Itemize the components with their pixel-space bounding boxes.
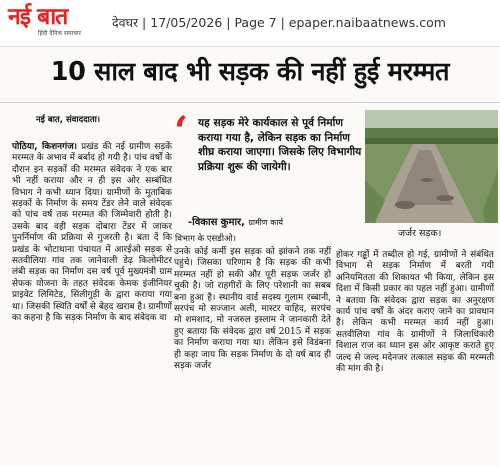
dateline: नई बात, संवाददाता। xyxy=(36,115,101,125)
divider xyxy=(0,102,500,103)
road-photo-image xyxy=(365,110,498,223)
signature-department: विभाग के एसडीओ। xyxy=(175,234,236,244)
quote-mark-icon: ‘ xyxy=(174,108,188,155)
quote-text: यह सड़क मेरे कार्यकाल से पूर्व निर्माण कराया गया है, लेकिन सड़क का निर्माण शीघ्र कराया जाएगा। जिसके लिए विभागीय प्रक्रिया शुरू की जायेगी। xyxy=(198,117,362,173)
article-headline: 10 साल बाद भी सड़क की नहीं हुई मरम्मत xyxy=(50,57,450,87)
quote-signature xyxy=(188,214,368,228)
newspaper-logo[interactable] xyxy=(8,4,103,40)
road-photo xyxy=(365,110,498,223)
column-3-text: होकर गड्ढों में तब्दील हो गई, ग्रामीणों ने संबंधित विभाग से सड़क निर्माण में बरती गयी अनियमितता की शिकायत भी किया, लेकिन इस दिशा में किसी प्रकार का पहल नहीं हुआ। ग्रामीणों ने बताया कि संवेदक द्वारा सड़क का अनुरक्षण कार्य पांच वर्षों के अंदर कराए जाने का प्रावधान है। लेकिन कभी मरम्मत कार्य नहीं हुआ। सतवीलिया गांव के ग्रामीणों ने जिलाधिकारी विशाल राज का ध्यान इस ओर आकृष्ट कराते हुए जल्द से जल्द मदेनजर तत्काल सड़क की मरम्मती की मांग की है। xyxy=(336,250,494,375)
column-1-text: प्रखंड की नई ग्रामीण सड़कें मरम्मत के अभाव में बर्बाद हो गयी है। पांच वर्षों के दौरान इन सड़कों की मरम्मत संवेदक ने एक बार भी नहीं कराया और न ही इस ओर सम्बंधित विभाग ने कभी ध्यान दिया। ग्रामीणों के मुताबिक सड़कों के निर्माण के समय टेंडर लेने वाले संवेदक को पांच वर्ष तक मरम्मत की जिम्मेवारी होती है। उसके बाद वही सड़क दोबारा टेंडर में जाकर पुनर्निर्माण की प्रक्रिया से गुजरती है। बता दें कि प्रखंड के भोटाथाना पंचायत में आरईओ सड़क से सतवीलिया गांव तक जानेवाली डेढ़ किलोमीटर लंबी सड़क का निर्माण दस वर्ष पूर्व मुख्यमंत्री ग्राम सेफक योजना के तहत संवेदक केमक इंजीनियर प्राइवेट लिमिटेड, सिलीगुड़ी के द्वारा कराया गया था। जिसकी स्थिति वर्षों से बेहद खराब है। ग्रामीणों का कहना है कि सड़क निर्माण के बाद संवेदक वा xyxy=(12,142,172,324)
masthead xyxy=(0,0,500,47)
signature-name: -विकास कुमार, xyxy=(188,217,245,228)
column-2-text: उनके कोई कर्मी इस सड़क को झांकने तक नहीं पहुंचे। जिसका परिणाम है कि सड़क की कभी मरम्मत नहीं हो सकी और पूरी सड़क जर्जर हो चुकी है। जो राहगीरों के लिए परेशानी का सबब बना हुआ है। स्थानीय वार्ड सदस्य गुलाम रब्बानी, सरपंच मो सज्जान अली, मास्टर वाहिद, सरपंच मो शमशाद, मो नजरुल इस्लाम ने जानकारी देते हुए बताया कि संवेदक द्वारा वर्ष 2015 में सड़क का निर्माण कराया गया था। लेकिन इसे विडंबना ही कहा जाय कि सड़क निर्माण के दो वर्ष बाद ही सड़क जर्जर xyxy=(174,247,331,372)
photo-caption: जर्जर सड़क। xyxy=(398,228,442,239)
signature-role: ग्रामीण कार्य xyxy=(248,218,284,227)
article-column-2 xyxy=(174,247,331,372)
logo-text: नई बात xyxy=(8,4,68,30)
edition-meta: देवघर | 17/05/2026 | Page 7 | epaper.naibaatnews.com xyxy=(112,15,446,30)
article-column-3 xyxy=(336,250,494,375)
logo-tagline: हिंदी दैनिक समाचार xyxy=(38,30,81,37)
article-lead: पोठिया, किशनगंज। xyxy=(12,142,78,152)
article-column-1 xyxy=(12,142,172,325)
